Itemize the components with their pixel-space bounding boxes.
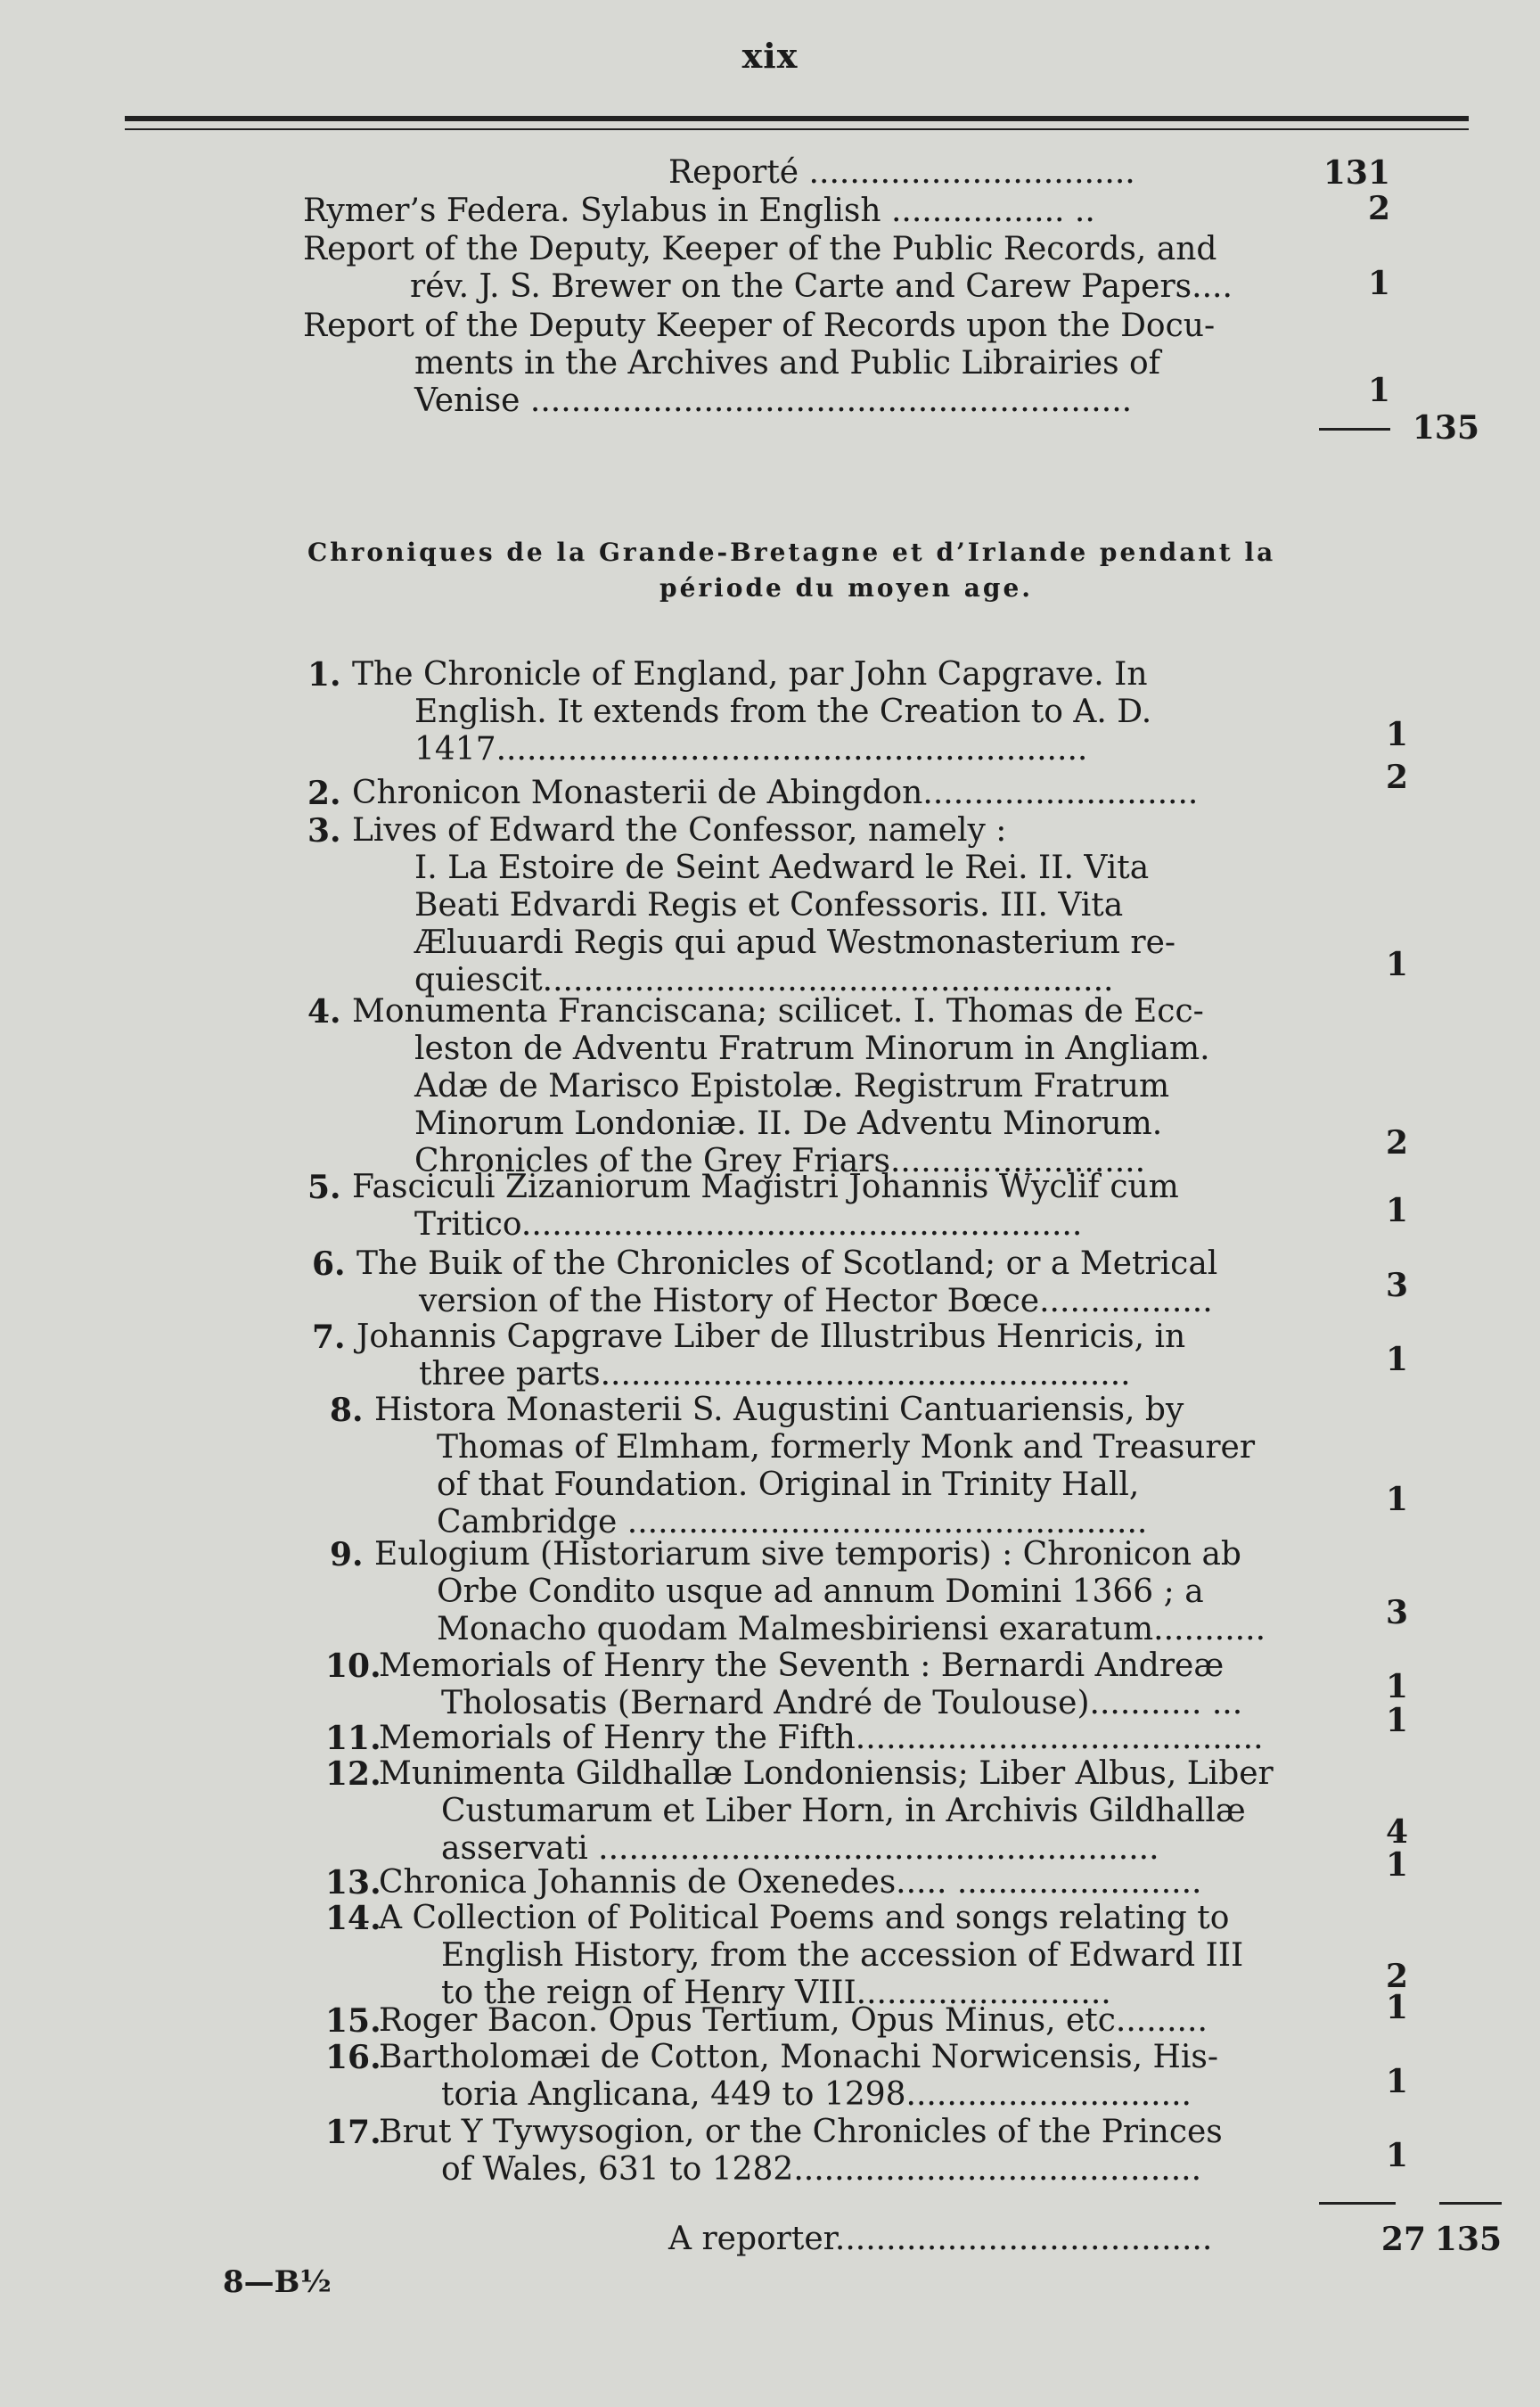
entry-10-line-2: Tholosatis (Bernard André de Toulouse)........... ... bbox=[441, 1685, 1243, 1721]
entry-11-line-1: Memorials of Henry the Fifth........................................ bbox=[379, 1720, 1264, 1756]
entry-14-value: 2 bbox=[1385, 1958, 1408, 1995]
entry-11-number: 11. bbox=[325, 1720, 381, 1757]
top-item-1-value: 2 bbox=[1367, 190, 1390, 227]
top-item-2-line-2: rév. J. S. Brewer on the Carte and Carew Papers.... bbox=[410, 268, 1233, 305]
footer-rule-2 bbox=[1439, 2202, 1502, 2205]
entry-5-value: 1 bbox=[1385, 1192, 1408, 1229]
entry-17-line-2: of Wales, 631 to 1282........................................ bbox=[441, 2151, 1202, 2188]
entry-14-line-1: A Collection of Political Poems and songs relating to bbox=[379, 1900, 1230, 1936]
entry-12-value: 4 bbox=[1385, 1813, 1408, 1851]
entry-3-line-4: Æluuardi Regis qui apud Westmonasterium re- bbox=[414, 924, 1176, 961]
top-item-3-line-1: Report of the Deputy Keeper of Records upon the Docu- bbox=[303, 308, 1216, 344]
entry-5-number: 5. bbox=[307, 1169, 341, 1206]
footer-value-1: 27 bbox=[1380, 2221, 1426, 2258]
entry-3-number: 3. bbox=[307, 812, 341, 850]
entry-14-number: 14. bbox=[325, 1900, 381, 1937]
entry-6-number: 6. bbox=[312, 1245, 346, 1283]
entry-6-line-2: version of the History of Hector Bœce................. bbox=[419, 1283, 1213, 1319]
top-item-1-line-1: Rymer’s Federa. Sylabus in English ................. .. bbox=[303, 193, 1095, 229]
entry-1-line-2: English. It extends from the Creation to A. D. bbox=[414, 694, 1152, 730]
entry-10-number: 10. bbox=[325, 1647, 381, 1685]
entry-13-value: 1 bbox=[1385, 1846, 1408, 1884]
entry-3-line-2: I. La Estoire de Seint Aedward le Rei. II. Vita bbox=[414, 850, 1150, 886]
entry-8-line-2: Thomas of Elmham, formerly Monk and Treasurer bbox=[437, 1429, 1256, 1466]
page-number: xix bbox=[741, 36, 799, 76]
entry-1-line-1: The Chronicle of England, par John Capgrave. In bbox=[352, 656, 1148, 693]
top-item-3-line-3: Venise ........................................................... bbox=[414, 382, 1133, 419]
entry-4-value: 2 bbox=[1385, 1124, 1408, 1162]
entry-7-number: 7. bbox=[312, 1319, 346, 1356]
entry-16-number: 16. bbox=[325, 2039, 381, 2076]
entry-7-value: 1 bbox=[1385, 1341, 1408, 1378]
section-heading-line-1: Chroniques de la Grande-Bretagne et d’Irlande pendant la bbox=[307, 538, 1276, 567]
entry-15-value: 1 bbox=[1385, 1989, 1408, 2026]
entry-1-line-3: 1417.......................................................... bbox=[414, 731, 1088, 768]
top-item-2-line-1: Report of the Deputy, Keeper of the Public Records, and bbox=[303, 231, 1217, 267]
header-rule-thin bbox=[125, 128, 1469, 130]
footer-value-2: 135 bbox=[1434, 2221, 1502, 2258]
entry-12-number: 12. bbox=[325, 1755, 381, 1793]
entry-2-number: 2. bbox=[307, 775, 341, 812]
entry-13-number: 13. bbox=[325, 1864, 381, 1902]
header-rule-thick bbox=[125, 116, 1469, 121]
footer-label: A reporter..................................... bbox=[668, 2221, 1213, 2257]
entry-3-line-1: Lives of Edward the Confessor, namely : bbox=[352, 812, 1007, 849]
carry-label: Reporté ................................ bbox=[668, 154, 1135, 191]
top-item-3-line-2: ments in the Archives and Public Librairies of bbox=[414, 345, 1160, 382]
entry-17-line-1: Brut Y Tywysogion, or the Chronicles of the Princes bbox=[379, 2114, 1223, 2150]
entry-9-line-1: Eulogium (Historiarum sive temporis) : Chronicon ab bbox=[374, 1536, 1241, 1573]
entry-6-line-1: The Buik of the Chronicles of Scotland; or a Metrical bbox=[356, 1245, 1218, 1282]
entry-4-line-3: Adæ de Marisco Epistolæ. Registrum Fratrum bbox=[414, 1068, 1170, 1105]
entry-8-line-4: Cambridge ................................................... bbox=[437, 1504, 1148, 1540]
entry-12-line-1: Munimenta Gildhallæ Londoniensis; Liber Albus, Liber bbox=[379, 1755, 1274, 1792]
entry-17-number: 17. bbox=[325, 2114, 381, 2151]
entry-8-line-1: Histora Monasterii S. Augustini Cantuariensis, by bbox=[374, 1392, 1184, 1428]
entry-8-value: 1 bbox=[1385, 1481, 1408, 1518]
entry-16-line-1: Bartholomæi de Cotton, Monachi Norwicensis, His- bbox=[379, 2039, 1219, 2075]
footer-rule-1 bbox=[1319, 2202, 1396, 2205]
entry-3-line-5: quiescit........................................................ bbox=[414, 962, 1114, 998]
entry-13-line-1: Chronica Johannis de Oxenedes..... ........................ bbox=[379, 1864, 1202, 1901]
entry-8-number: 8. bbox=[330, 1392, 364, 1429]
entry-4-number: 4. bbox=[307, 993, 341, 1031]
entry-4-line-5: Chronicles of the Grey Friars......................... bbox=[414, 1143, 1146, 1179]
entry-4-line-2: leston de Adventu Fratrum Minorum in Angliam. bbox=[414, 1031, 1210, 1067]
top-item-3-value: 1 bbox=[1367, 372, 1390, 409]
entry-7-line-1: Johannis Capgrave Liber de Illustribus Henricis, in bbox=[356, 1319, 1186, 1355]
entry-1-number: 1. bbox=[307, 656, 341, 694]
entry-9-line-2: Orbe Condito usque ad annum Domini 1366 ; a bbox=[437, 1573, 1204, 1610]
entry-8-line-3: of that Foundation. Original in Trinity Hall, bbox=[437, 1466, 1140, 1503]
entry-7-line-2: three parts.................................................... bbox=[419, 1356, 1131, 1392]
section-heading-line-2: période du moyen age. bbox=[659, 573, 1034, 603]
entry-9-value: 3 bbox=[1385, 1594, 1408, 1631]
entry-14-line-2: English History, from the accession of Edward III bbox=[441, 1937, 1244, 1974]
entry-1-value: 1 bbox=[1385, 716, 1408, 753]
entry-2-line-1: Chronicon Monasterii de Abingdon........................... bbox=[352, 775, 1199, 811]
entry-5-line-2: Tritico....................................................... bbox=[414, 1206, 1083, 1243]
entry-2-value: 2 bbox=[1385, 759, 1408, 796]
printer-signature: 8—B½ bbox=[223, 2264, 332, 2300]
entry-14-line-3: to the reign of Henry VIII......................... bbox=[441, 1975, 1111, 2011]
entry-17-value: 1 bbox=[1385, 2137, 1408, 2174]
entry-4-line-1: Monumenta Franciscana; scilicet. I. Thomas de Ecc- bbox=[352, 993, 1204, 1030]
top-total-value: 135 bbox=[1412, 409, 1479, 447]
entry-12-line-3: asservati ....................................................... bbox=[441, 1830, 1159, 1867]
carry-value: 131 bbox=[1323, 154, 1390, 192]
entry-3-line-3: Beati Edvardi Regis et Confessoris. III. Vita bbox=[414, 887, 1124, 924]
entry-3-value: 1 bbox=[1385, 946, 1408, 983]
entry-9-line-3: Monacho quodam Malmesbiriensi exaratum........... bbox=[437, 1611, 1266, 1647]
entry-10-line-1: Memorials of Henry the Seventh : Bernardi Andreæ bbox=[379, 1647, 1225, 1684]
entry-15-line-1: Roger Bacon. Opus Tertium, Opus Minus, etc......... bbox=[379, 2002, 1208, 2039]
entry-4-line-4: Minorum Londoniæ. II. De Adventu Minorum. bbox=[414, 1105, 1163, 1142]
entry-6-value: 3 bbox=[1385, 1267, 1408, 1304]
top-item-2-value: 1 bbox=[1367, 265, 1390, 302]
entry-12-line-2: Custumarum et Liber Horn, in Archivis Gildhallæ bbox=[441, 1793, 1246, 1829]
total-dash bbox=[1319, 428, 1390, 431]
entry-16-line-2: toria Anglicana, 449 to 1298............................ bbox=[441, 2076, 1192, 2113]
entry-10-value: 1 bbox=[1385, 1668, 1408, 1705]
entry-9-number: 9. bbox=[330, 1536, 364, 1573]
entry-15-number: 15. bbox=[325, 2002, 381, 2040]
entry-16-value: 1 bbox=[1385, 2063, 1408, 2100]
entry-5-line-1: Fasciculi Zizaniorum Magistri Johannis Wyclif cum bbox=[352, 1169, 1179, 1205]
entry-11-value: 1 bbox=[1385, 1702, 1408, 1739]
